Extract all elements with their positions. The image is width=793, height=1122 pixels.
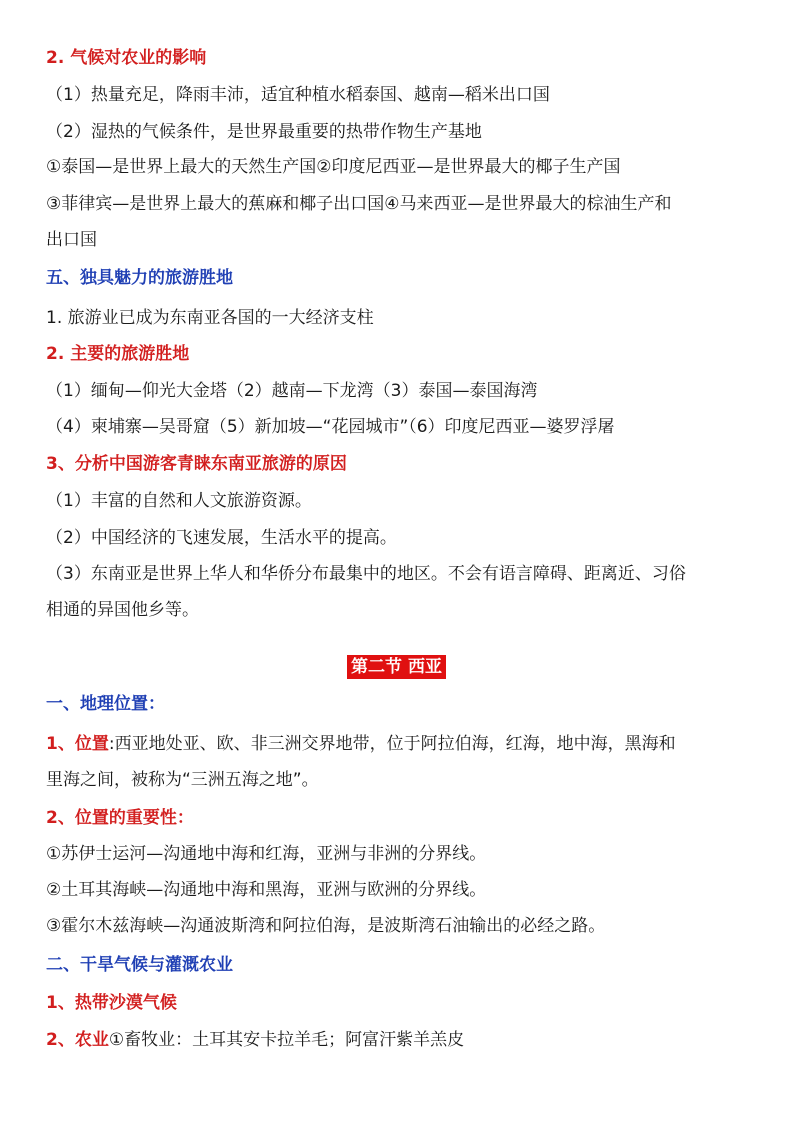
- location-importance-heading: 2、位置的重要性：: [46, 808, 194, 828]
- location-item-1: ①苏伊士运河—沟通地中海和红海，亚洲与非洲的分界线。: [46, 844, 487, 864]
- agriculture-label: 2、农业: [46, 1030, 109, 1050]
- reason-1: （1）丰富的自然和人文旅游资源。: [46, 491, 312, 511]
- tourism-sub-heading: 2. 主要的旅游胜地: [46, 344, 190, 364]
- location-text-1a: :西亚地处亚、欧、非三洲交界地带，位于阿拉伯海，红海，地中海，黑海和: [108, 734, 676, 754]
- tourism-paragraph-2: （1）缅甸—仰光大金塔（2）越南—下龙湾（3）泰国—泰国海湾: [46, 381, 538, 401]
- location-paragraph-1a: [46, 732, 676, 756]
- climate-paragraph-2: （2）湿热的气候条件，是世界最重要的热带作物生产基地: [46, 122, 482, 142]
- reason-3b: 相通的异国他乡等。: [46, 600, 199, 620]
- location-paragraph-1b: 里海之间，被称为“三洲五海之地”。: [46, 770, 319, 790]
- climate-paragraph-3: ①泰国—是世界上最大的天然生产国②印度尼西亚—是世界最大的椰子生产国: [46, 157, 621, 177]
- climate-heading: 2. 气候对农业的影响: [46, 48, 207, 68]
- location-heading: 一、地理位置：: [46, 694, 165, 714]
- agriculture-heading: 二、干旱气候与灌溉农业: [46, 955, 233, 975]
- agriculture-sub-1: 1、热带沙漠气候: [46, 993, 177, 1013]
- reason-2: （2）中国经济的飞速发展，生活水平的提高。: [46, 528, 397, 548]
- location-item-3: ③霍尔木兹海峡—沟通波斯湾和阿拉伯海，是波斯湾石油输出的必经之路。: [46, 916, 606, 936]
- tourism-heading: 五、独具魅力的旅游胜地: [46, 268, 233, 288]
- section-title: 第二节 西亚: [347, 655, 446, 679]
- reasons-heading: 3、分析中国游客青睐东南亚旅游的原因: [46, 454, 347, 474]
- tourism-paragraph-3: （4）柬埔寨—吴哥窟（5）新加坡—“花园城市”（6）印度尼西亚—婆罗浮屠: [46, 417, 615, 437]
- climate-paragraph-4a: ③菲律宾—是世界上最大的蕉麻和椰子出口国④马来西亚—是世界最大的棕油生产和: [46, 194, 672, 214]
- reason-3a: （3）东南亚是世界上华人和华侨分布最集中的地区。不会有语言障碍、距离近、习俗: [46, 564, 686, 584]
- section-title-wrapper: [0, 656, 793, 678]
- climate-paragraph-4b: 出口国: [46, 230, 97, 250]
- tourism-paragraph-1: 1. 旅游业已成为东南亚各国的一大经济支柱: [46, 308, 374, 328]
- location-label: 1、位置: [46, 734, 109, 754]
- climate-paragraph-1: （1）热量充足，降雨丰沛，适宜种植水稻泰国、越南—稻米出口国: [46, 85, 550, 105]
- agriculture-text: ①畜牧业：土耳其安卡拉羊毛；阿富汗紫羊羔皮: [108, 1030, 465, 1050]
- agriculture-paragraph: [46, 1028, 464, 1052]
- location-item-2: ②土耳其海峡—沟通地中海和黑海，亚洲与欧洲的分界线。: [46, 880, 487, 900]
